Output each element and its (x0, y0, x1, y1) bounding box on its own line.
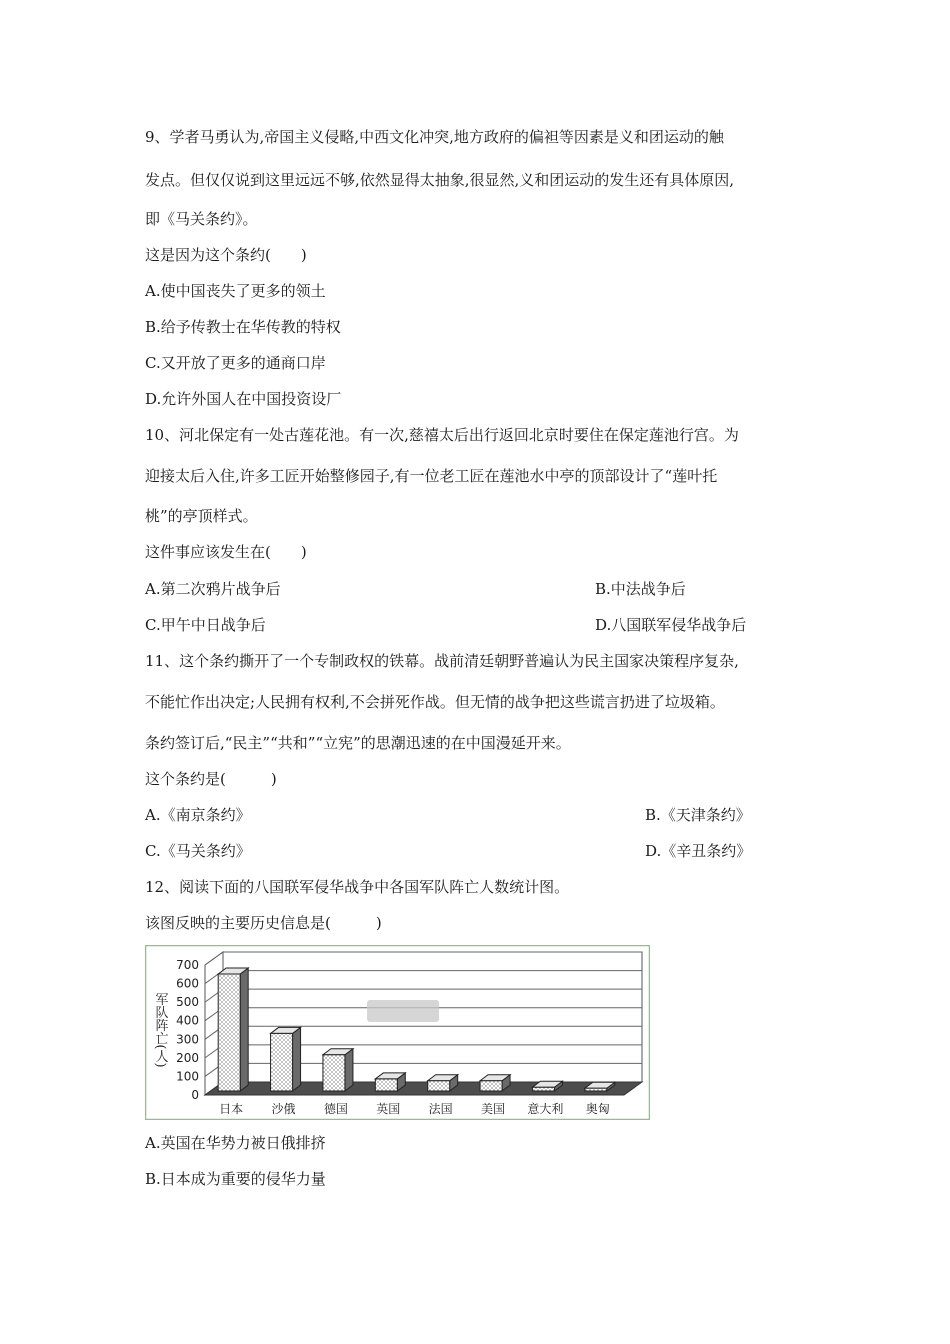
q10-option-b: B.中法战争后 (595, 580, 686, 598)
q12-stem: 12、阅读下面的八国联军侵华战争中各国军队阵亡人数统计图。 (145, 878, 570, 896)
chart-svg (145, 945, 650, 1120)
y-tick-label: 500 (176, 995, 199, 1010)
bar (428, 1081, 450, 1091)
q9-option-d: D.允许外国人在中国投资设厂 (145, 390, 342, 408)
q11-option-a: A.《南京条约》 (145, 806, 251, 824)
q11-stem-line-1: 11、这个条约撕开了一个专制政权的铁幕。战前清廷朝野普遍认为民主国家决策程序复杂, (145, 652, 739, 670)
q9-stem-line-1: 9、学者马勇认为,帝国主义侵略,中西文化冲突,地方政府的偏袒等因素是义和团运动的触 (145, 128, 724, 146)
q11-option-b: B.《天津条约》 (645, 806, 751, 824)
y-tick-label: 0 (191, 1088, 199, 1102)
bar (323, 1055, 345, 1091)
x-tick-label: 德国 (323, 1102, 348, 1116)
q10-stem-line-1: 10、河北保定有一处古莲花池。有一次,慈禧太后出行返回北京时要住在保定莲池行宫。为 (145, 426, 739, 444)
bar (218, 974, 240, 1091)
q10-option-a: A.第二次鸦片战争后 (145, 580, 281, 598)
bar-side (293, 1027, 301, 1091)
q10-option-d: D.八国联军侵华战争后 (595, 616, 747, 634)
bar (375, 1079, 397, 1091)
casualty-bar-chart (145, 945, 650, 1120)
y-tick-label: 400 (176, 1013, 199, 1028)
q10-question: 这件事应该发生在( ) (145, 543, 307, 561)
bar (271, 1033, 293, 1091)
q9-option-c: C.又开放了更多的通商口岸 (145, 354, 326, 372)
x-tick-label: 沙俄 (271, 1102, 296, 1116)
bar-side (240, 968, 248, 1091)
x-tick-label: 奥匈 (585, 1102, 610, 1116)
y-axis-label: 军队阵亡(人) (152, 992, 168, 1068)
bar (480, 1081, 502, 1091)
bar (585, 1088, 607, 1091)
watermark-blur (367, 1000, 439, 1022)
q10-stem-line-3: 桃”的亭顶样式。 (145, 507, 258, 525)
q11-option-d: D.《辛丑条约》 (645, 842, 752, 860)
q9-question: 这是因为这个条约( ) (145, 246, 307, 264)
q10-option-c: C.甲午中日战争后 (145, 616, 266, 634)
y-tick-label: 600 (176, 976, 199, 991)
x-tick-label: 意大利 (527, 1102, 564, 1116)
q12-option-a: A.英国在华势力被日俄排挤 (145, 1134, 326, 1152)
y-tick-label: 700 (176, 958, 199, 972)
q11-stem-line-3: 条约签订后,“民主”“共和”“立宪”的思潮迅速的在中国漫延开来。 (145, 734, 571, 752)
q11-stem-line-2: 不能忙作出决定;人民拥有权利,不会拼死作战。但无情的战争把这些谎言扔进了垃圾箱。 (145, 693, 725, 711)
q9-stem-line-2: 发点。但仅仅说到这里远远不够,依然显得太抽象,很显然,义和团运动的发生还有具体原因, (145, 171, 735, 189)
q12-option-b: B.日本成为重要的侵华力量 (145, 1170, 326, 1188)
q9-option-b: B.给予传教士在华传教的特权 (145, 318, 341, 336)
bar-side (345, 1049, 353, 1091)
q11-question: 这个条约是( ) (145, 770, 277, 788)
y-tick-label: 100 (176, 1069, 199, 1084)
x-tick-label: 美国 (481, 1102, 506, 1116)
q9-stem-line-3: 即《马关条约》。 (145, 210, 258, 228)
x-tick-label: 法国 (428, 1102, 453, 1116)
q9-option-a: A.使中国丧失了更多的领土 (145, 282, 326, 300)
x-tick-label: 英国 (376, 1102, 401, 1116)
q12-question: 该图反映的主要历史信息是( ) (145, 914, 382, 932)
x-tick-label: 日本 (219, 1102, 244, 1116)
y-tick-label: 300 (176, 1032, 199, 1047)
bar (532, 1087, 554, 1091)
q11-option-c: C.《马关条约》 (145, 842, 251, 860)
q10-stem-line-2: 迎接太后入住,许多工匠开始整修园子,有一位老工匠在莲池水中亭的顶部设计了“莲叶托 (145, 467, 718, 485)
y-tick-label: 200 (176, 1050, 199, 1065)
